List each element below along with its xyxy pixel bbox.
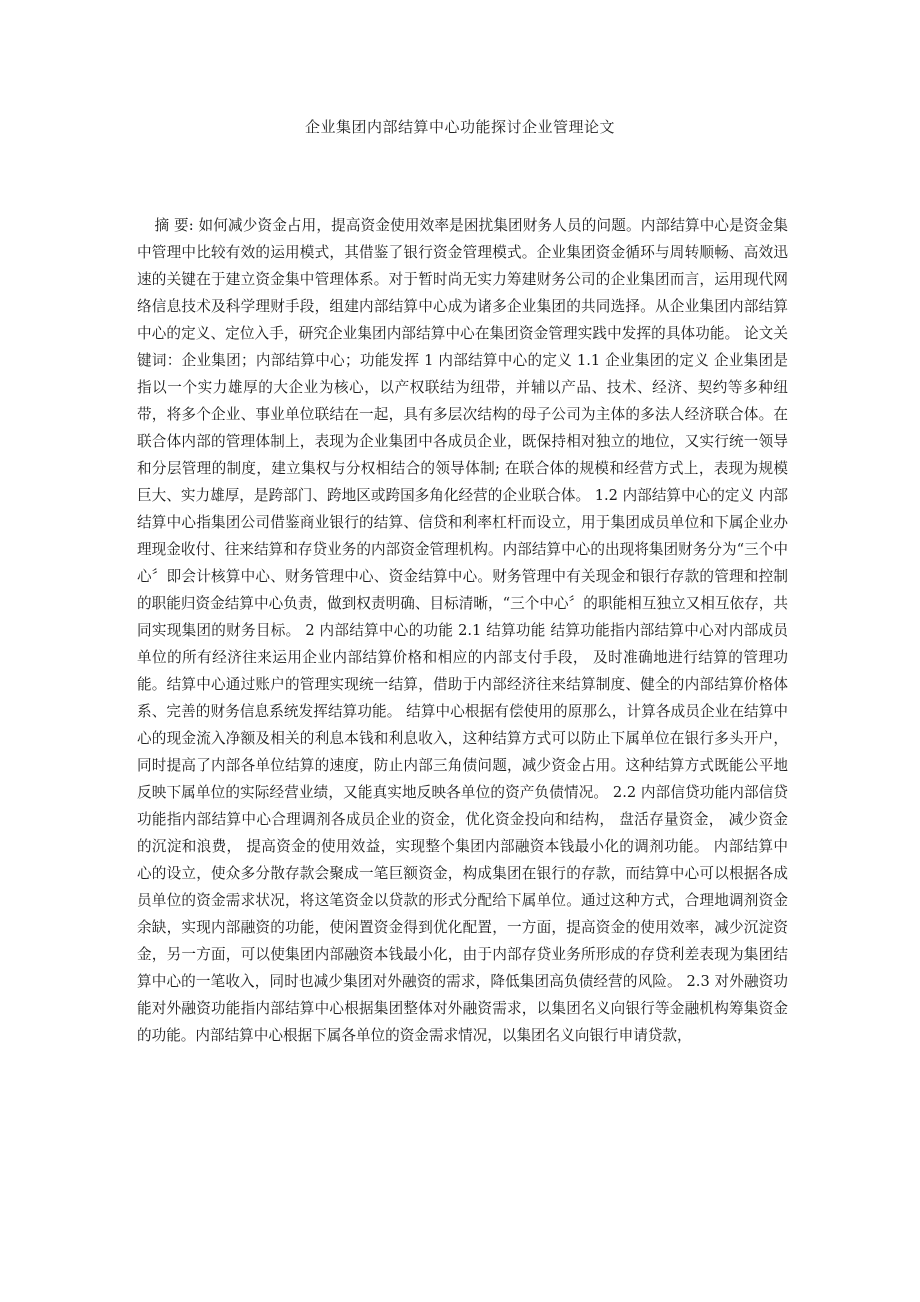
document-title: 企业集团内部结算中心功能探讨企业管理论文 <box>304 118 615 136</box>
document-body: 摘 要: 如何减少资金占用，提高资金使用效率是困扰集团财务人员的问题。内部结算中心是资金集中管理中比较有效的运用模式，其借鉴了银行资金管理模式。企业集团资金循环与周转顺畅、高效迅速的关键在于建立资金集中管理体系。对于暂时尚无实力筹建财务公司的企业集团而言，运用现代网络信息技术及科学理财手段，组建内部结算中心成为诸多企业集团的共同选择。从企业集团内部结算中心的定义、定位入手，研究企业集团内部结算中心在集团资金管理实践中发挥的具体功能。 论文关键词：企业集团；内部结算中心；功能发挥 1 内部结算中心的定义 1.1 企业集团的定义 企业集团是指以一个实力雄厚的大企业为核心，以产权联结为纽带，并辅以产品、技术、经济、契约等多种纽带，将多个企业、事业单位联结在一起，具有多层次结构的母子公司为主体的多法人经济联合体。在联合体内部的管理体制上，表现为企业集团中各成员企业，既保持相对独立的地位，又实行统一领导和分层管理的制度，建立集权与分权相结合的领导体制; 在联合体的规模和经营方式上，表现为规模巨大、实力雄厚，是跨部门、跨地区或跨国多角化经营的企业联合体。 1.2 内部结算中心的定义 内部结算中心指集团公司借鉴商业银行的结算、信贷和利率杠杆而设立，用于集团成员单位和下属企业办理现金收付、往来结算和存贷业务的内部资金管理机构。内部结算中心的出现将集团财务分为“三个中心〞即会计核算中心、财务管理中心、资金结算中心。财务管理中有关现金和银行存款的管理和控制的职能归资金结算中心负责，做到权责明确、目标清晰，“三个中心〞的职能相互独立又相互依存，共同实现集团的财务目标。 2 内部结算中心的功能 2.1 结算功能 结算功能指内部结算中心对内部成员单位的所有经济往来运用企业内部结算价格和相应的内部支付手段， 及时准确地进行结算的管理功能。结算中心通过账户的管理实现统一结算，借助于内部经济往来结算制度、健全的内部结算价格体系、完善的财务信息系统发挥结算功能。 结算中心根据有偿使用的原那么，计算各成员企业在结算中心的现金流入净额及相关的利息本钱和利息收入，这种结算方式可以防止下属单位在银行多头开户，同时提高了内部各单位结算的速度，防止内部三角债问题，减少资金占用。这种结算方式既能公平地反映下属单位的实际经营业绩，又能真实地反映各单位的资产负债情况。 2.2 内部信贷功能内部信贷功能指内部结算中心合理调剂各成员企业的资金，优化资金投向和结构， 盘活存量资金， 减少资金的沉淀和浪费， 提高资金的使用效益，实现整个集团内部融资本钱最小化的调剂功能。 内部结算中心的设立，使众多分散存款会聚成一笔巨额资金，构成集团在银行的存款，而结算中心可以根据各成员单位的资金需求状况，将这笔资金以贷款的形式分配给下属单位。通过这种方式，合理地调剂资金余缺，实现内部融资的功能，使闲置资金得到优化配置，一方面，提高资金的使用效率，减少沉淀资金，另一方面，可以使集团内部融资本钱最小化，由于内部存贷业务所形成的存贷利差表现为集团结算中心的一笔收入，同时也减少集团对外融资的需求，降低集团高负债经营的风险。 2.3 对外融资功能对外融资功能指内部结算中心根据集团整体对外融资需求，以集团名义向银行等金融机构筹集资金的功能。内部结算中心根据下属各单位的资金需求情况，以集团名义向银行申请贷款， <box>137 217 788 1044</box>
